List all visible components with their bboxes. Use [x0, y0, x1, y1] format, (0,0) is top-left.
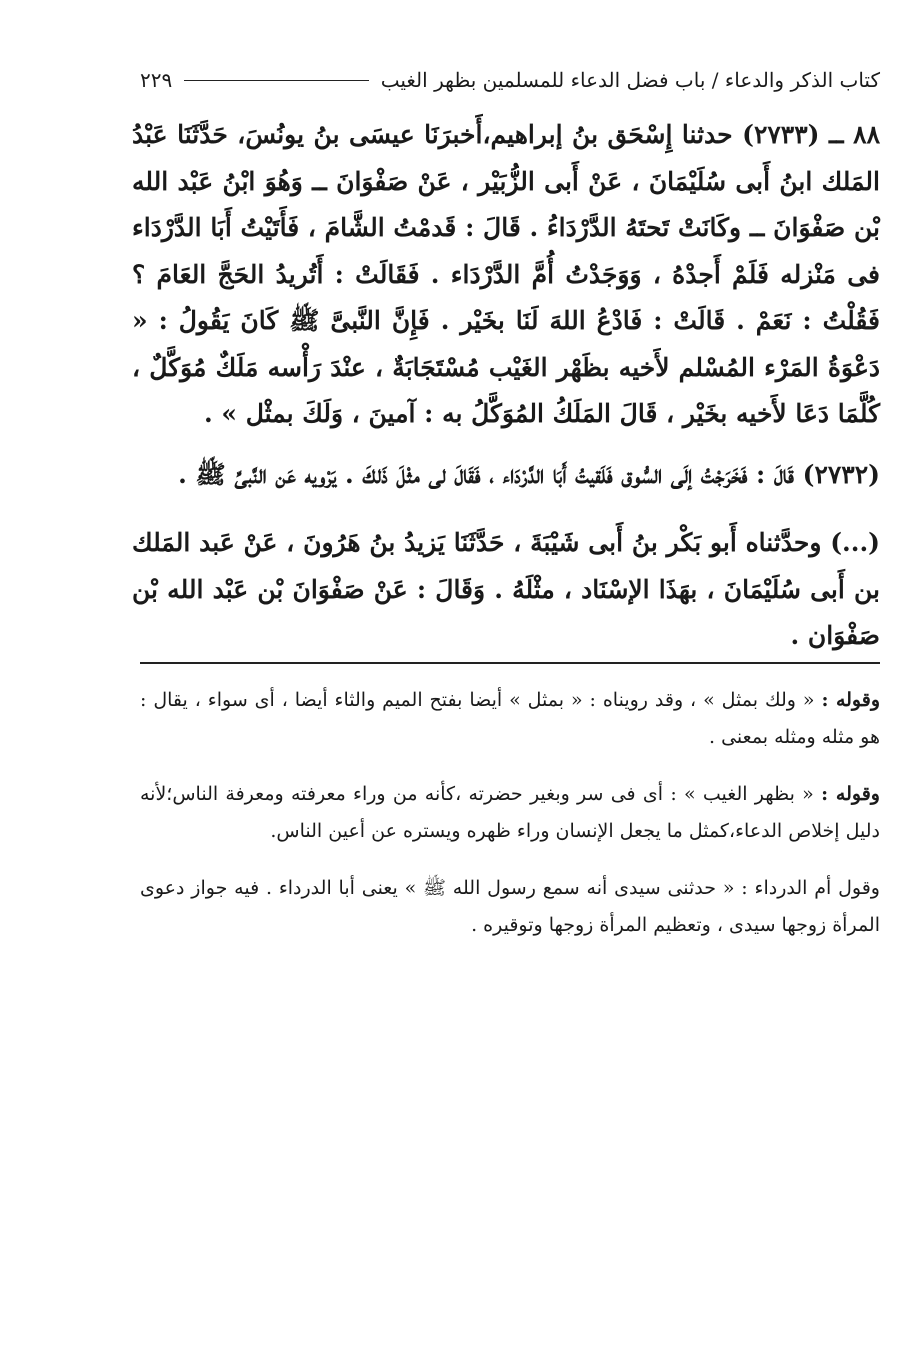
note-text-3: وقول أم الدرداء : « حدثنى سيدى أنه سمع رسول الله ﷺ » يعنى أبا الدرداء . فيه جواز دعوى المرأة زوجها سيدى ، وتعظيم المرأة زوجها وتوقيره . [140, 877, 880, 936]
note-text-2: « بظهر الغيب » : أى فى سر وبغير حضرته ،كأنه من وراء معرفته ومعرفة الناس؛لأنه دليل إخلاص الدعاء،كمثل ما يجعل الإنسان وراء ظهره ويستره عن أعين الناس. [140, 783, 880, 842]
hadith-paragraph-1: ٨٨ ــ (٢٧٣٣) حدثنا إِسْحَق بنُ إبراهيم،أَخبرَنَا عيسَى بنُ يونُسَ، حَدَّثَنَا عَبْدُ المَلك ابنُ أَبى سُلَيْمَانَ ، عَنْ أَبى الزُّبَيْر ، عَنْ صَفْوَانَ ــ وَهُوَ ابْنُ عَبْد الله بْن صَفْوَانَ ــ وكَانَتْ تَحتَهُ الدَّرْدَاءُ . قَالَ : قَدمْتُ الشَّامَ ، فَأَتَيْتُ أَبَا الدَّرْدَاء فى مَنْزله فَلَمْ أَجدْهُ ، وَوَجَدْتُ أُمَّ الدَّرْدَاء . فَقَالَتْ : أَتُريدُ الحَجَّ العَامَ ؟ فَقُلْتُ : نَعَمْ . قَالَتْ : فَادْعُ اللهَ لَنَا بخَيْر . فَإِنَّ النَّبىَّ ﷺ كَانَ يَقُولُ : « دَعْوَةُ المَرْء المُسْلم لأَخيه بظَهْر الغَيْب مُسْتَجَابَةٌ ، عنْدَ رَأْسه مَلَكٌ مُوَكَّلٌ ، كُلَّمَا دَعَا لأَخيه بخَيْر ، قَالَ المَلَكُ المُوَكَّلُ به : آمينَ ، وَلَكَ بمثْل » . [132, 120, 880, 428]
note-text-1: « ولك بمثل » ، وقد رويناه : « بمثل » أيضا بفتح الميم والثاء أيضا ، أى سواء ، يقال : هو مثله ومثله بمعنى . [140, 689, 880, 748]
note-lead-2: وقوله : [821, 783, 880, 805]
note-paragraph-1 [140, 682, 880, 756]
header-title: كتاب الذكر والدعاء / باب فضل الدعاء للمسلمين بظهر الغيب [380, 68, 880, 92]
commentary-notes [140, 682, 880, 964]
hadith-paragraph-3: (...) وحدَّثناه أَبو بَكْر بنُ أَبى شَيْبَةَ ، حَدَّثَنَا يَزيدُ بنُ هَرُونَ ، عَنْ عَبد المَلك بن أَبى سُلَيْمَانَ ، بهَذَا الإسْنَاد ، مثْلَهُ . وَقَالَ : عَنْ صَفْوَانَ بْن عَبْد الله بْن صَفْوَان . [132, 528, 880, 650]
header-rule [184, 80, 369, 81]
hadith-text [132, 112, 880, 660]
running-header [140, 62, 880, 98]
footnote-divider [140, 662, 880, 664]
page-number: ٢٢٩ [140, 68, 173, 92]
note-paragraph-3 [140, 870, 880, 944]
hadith-paragraph-2: (٢٧٣٢) قَالَ : فَخَرَجْتُ إلَى السُّوق فَلَقيتُ أَبَا الدَّرْدَاء ، فَقَالَ لى مثْلَ ذَلكَ . يَرْويه عَن النَّبىِّ ﷺ . [178, 459, 880, 489]
note-paragraph-2 [140, 776, 880, 850]
note-lead-1: وقوله : [821, 689, 880, 711]
